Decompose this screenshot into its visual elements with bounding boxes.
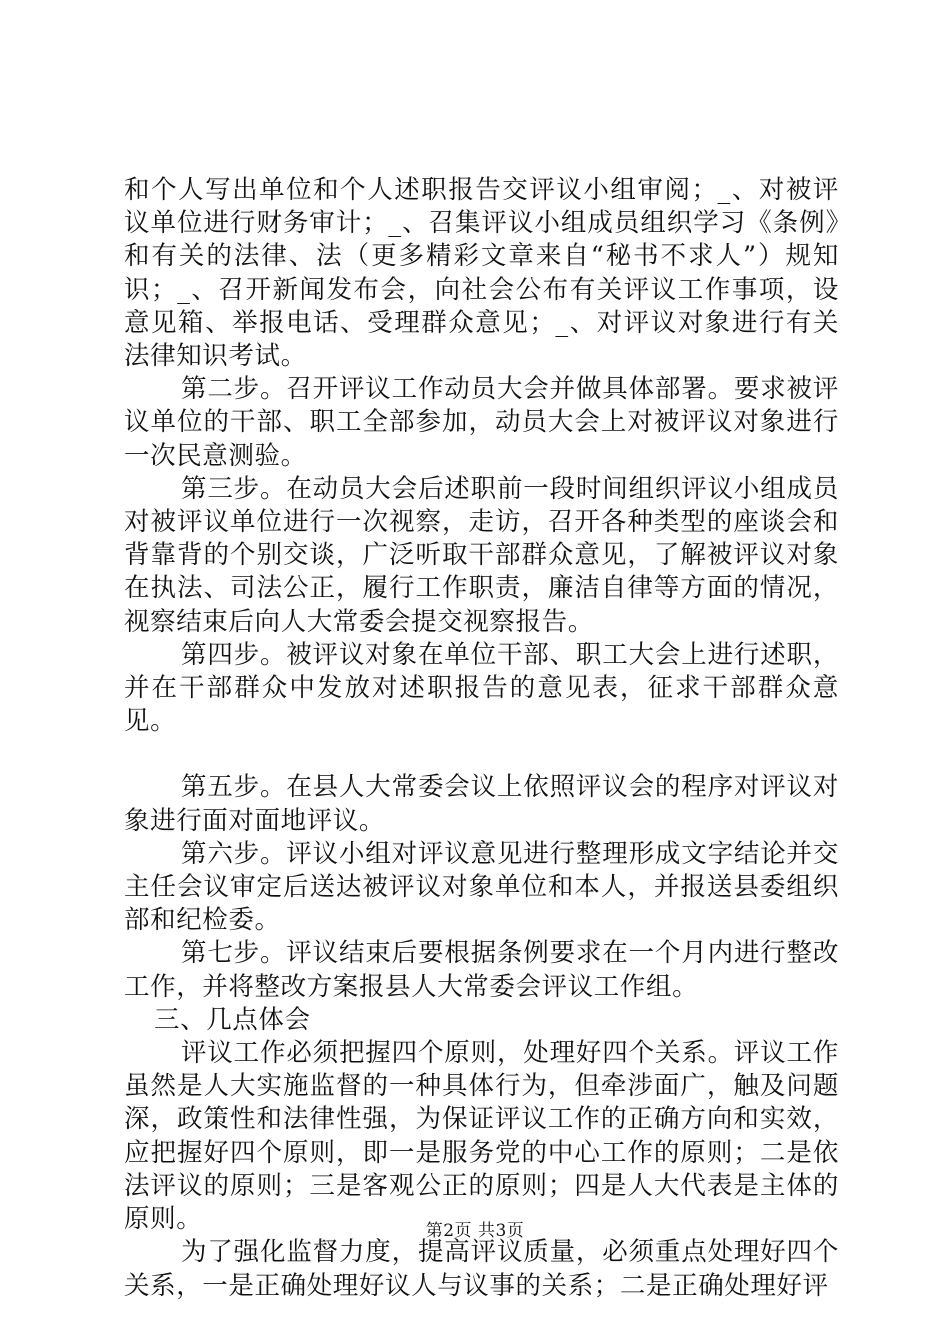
paragraph-continuation: 和个人写出单位和个人述职报告交评议小组审阅；_、对被评议单位进行财务审计；_、召集评议小组成员组织学习《条例》和有关的法律、法（更多精彩文章来自“秘书不求人”）规知识；_、召开新闻发布会，向社会公布有关评议工作事项，设意见箱、举报电话、受理群众意见；_、对评议对象进行有关法律知识考试。 — [124, 175, 839, 372]
paragraph-step-six: 第六步。评议小组对评议意见进行整理形成文字结论并交主任会议审定后送达被评议对象单位和本人，并报送县委组织部和纪检委。 — [124, 838, 839, 936]
section-heading: 三、几点体会 — [154, 1004, 311, 1035]
paragraph-step-three: 第三步。在动员大会后述职前一段时间组织评议小组成员对被评议单位进行一次视察，走访，召开各种类型的座谈会和背靠背的个别交谈，广泛听取干部群众意见，了解被评议对象在执法、司法公正，履行工作职责，廉洁自律等方面的情况，视察结束后向人大常委会提交视察报告。 — [124, 473, 839, 637]
paragraph-step-two: 第二步。召开评议工作动员大会并做具体部署。要求被评议单位的干部、职工全部参加，动员大会上对被评议对象进行一次民意测验。 — [124, 374, 839, 471]
paragraph-step-five: 第五步。在县人大常委会议上依照评议会的程序对评议对象进行面对面地评议。 — [124, 772, 839, 836]
paragraph-step-seven: 第七步。评议结束后要根据条例要求在一个月内进行整改工作，并将整改方案报县人大常委会评议工作组。 — [124, 938, 839, 1002]
paragraph-relations: 为了强化监督力度，提高评议质量，必须重点处理好四个关系，一是正确处理好议人与议事的关系；二是正确处理好评 — [124, 1237, 839, 1301]
paragraph-principles: 评议工作必须把握四个原则，处理好四个关系。评议工作虽然是人大实施监督的一种具体行为，但牵涉面广，触及问题深，政策性和法律性强，为保证评议工作的正确方向和实效，应把握好四个原则，即一是服务党的中心工作的原则；二是依法评议的原则；三是客观公正的原则；四是人大代表是主体的原则。 — [124, 1038, 839, 1235]
page-number-footer: 第2页 共3页 — [425, 1221, 525, 1241]
document-body — [124, 174, 839, 1303]
paragraph-gap — [124, 738, 839, 771]
paragraph-step-four: 第四步。被评议对象在单位干部、职工大会上进行述职，并在干部群众中发放对述职报告的意见表，征求干部群众意见。 — [124, 639, 839, 737]
